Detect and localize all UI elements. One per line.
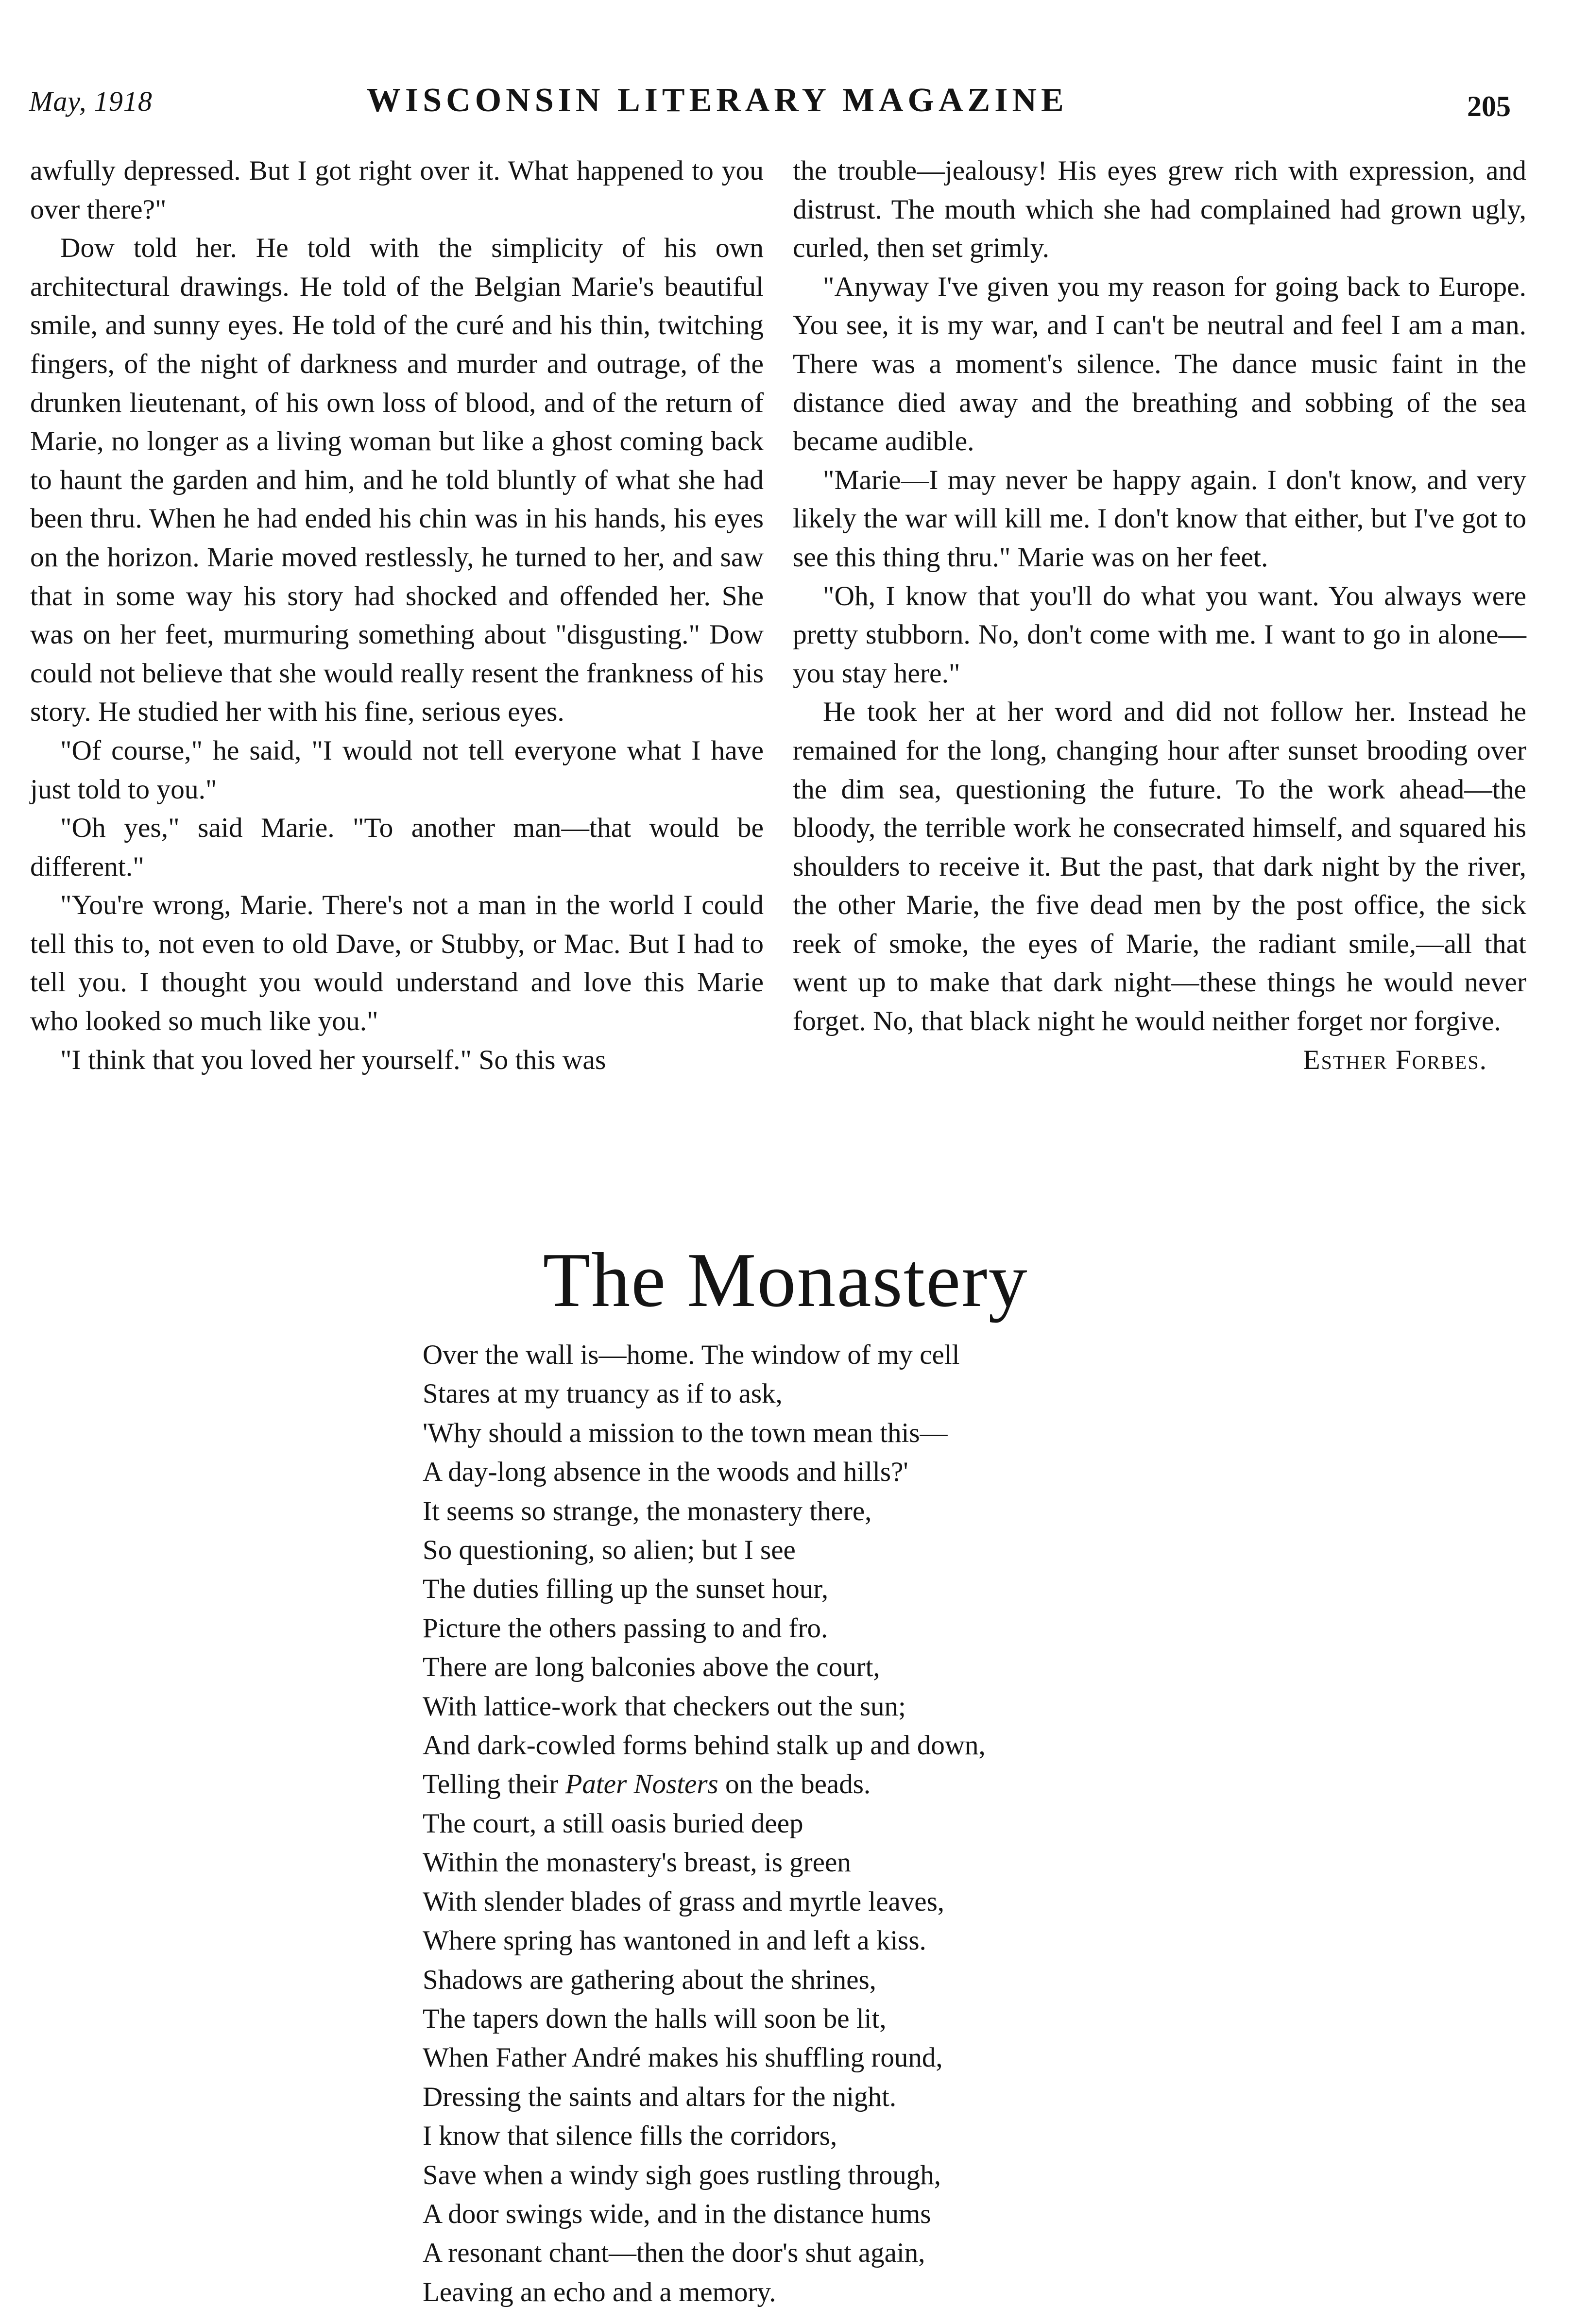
paragraph: "Marie—I may never be happy again. I don't know, and very likely the war will kill me. I don't know that either, but I've got to see this thing thru." Marie was on her feet. xyxy=(793,464,1526,573)
poem-line: So questioning, so alien; but I see xyxy=(423,1535,796,1566)
poem-line: When Father André makes his shuffling round, xyxy=(423,2042,943,2073)
poem-line-italic: Pater Nosters xyxy=(565,1769,718,1800)
poem-line: Shadows are gathering about the shrines, xyxy=(423,1964,876,1995)
paragraph: Dow told her. He told with the simplicity of his own architectural drawings. He told of the Belgian Marie's beautiful smile, and sunny eyes. He told of the curé and his thin, twitching fingers, of the night of darkness and murder and outrage, of the drunken lieutenant, of his own loss of blood, and of the return of Marie, no longer as a living woman but like a ghost coming back to haunt the garden and him, and he told bluntly of what she had been thru. When he had ended his chin was in his hands, his eyes on the horizon. Marie moved restlessly, he turned to her, and saw that in some way his story had shocked and offended her. She was on her feet, murmuring something about "disgusting." Dow could not believe that she would really resent the frankness of his story. He studied her with his fine, serious eyes. xyxy=(30,233,764,728)
paragraph: "Of course," he said, "I would not tell everyone what I have just told to you." xyxy=(30,735,764,805)
poem-line: With lattice-work that checkers out the sun; xyxy=(423,1691,906,1722)
page-number: 205 xyxy=(1467,90,1511,122)
poem-line: Leaving an echo and a memory. xyxy=(423,2276,776,2307)
paragraph: awfully depressed. But I got right over it. What happened to you over there?" xyxy=(30,155,764,225)
poem-line: I know that silence fills the corridors, xyxy=(423,2120,837,2152)
poem-line: The duties filling up the sunset hour, xyxy=(423,1574,829,1605)
paragraph: "Oh, I know that you'll do what you want. You always were pretty stubborn. No, don't come with me. I want to go in alone—you stay here." xyxy=(793,580,1526,689)
paragraph: the trouble—jealousy! His eyes grew rich with expression, and distrust. The mouth which she had complained had grown ugly, curled, then set grimly. xyxy=(793,155,1526,264)
author-byline: Esther Forbes. xyxy=(1303,1044,1487,1075)
poem-line: Picture the others passing to and fro. xyxy=(423,1612,828,1644)
poem-line: 'Why should a mission to the town mean this— xyxy=(423,1417,948,1448)
running-header xyxy=(29,82,1511,134)
issue-date: May, 1918 xyxy=(29,85,153,117)
poem-line: A day-long absence in the woods and hills?' xyxy=(423,1457,908,1488)
poem-line: Within the monastery's breast, is green xyxy=(423,1847,851,1878)
poem-line xyxy=(423,1765,1297,1804)
poem-line: The court, a still oasis buried deep xyxy=(423,1808,803,1839)
poem-line-segment: Telling their xyxy=(423,1769,565,1800)
paragraph: "Anyway I've given you my reason for going back to Europe. You see, it is my war, and I can't be neutral and feel I am a man. There was a moment's silence. The dance music faint in the distance died away and the breathing and sobbing of the sea became audible. xyxy=(793,271,1526,457)
poem-line: With slender blades of grass and myrtle leaves, xyxy=(423,1886,945,1917)
poem-line: Save when a windy sigh goes rustling through, xyxy=(423,2159,941,2190)
poem-line-segment: on the beads. xyxy=(718,1769,871,1800)
story-left-column xyxy=(30,152,764,1079)
poem-line: There are long balconies above the court, xyxy=(423,1652,880,1683)
poem-line: The tapers down the halls will soon be lit, xyxy=(423,2003,887,2034)
paragraph: "You're wrong, Marie. There's not a man in the world I could tell this to, not even to old Dave, or Stubby, or Mac. But I had to tell you. I thought you would understand and love this Marie who looked so much like you." xyxy=(30,890,764,1037)
paragraph: He took her at her word and did not follow her. Instead he remained for the long, changing hour after sunset brooding over the dim sea, questioning the future. To the work ahead—the bloody, the terrible work he consecrated himself, and squared his shoulders to receive it. But the past, that dark night by the river, the other Marie, the five dead men by the post office, the sick reek of smoke, the eyes of Marie, the radiant smile,—all that went up to make that dark night—these things he would never forget. No, that black night he would neither forget nor forgive. xyxy=(793,696,1526,1037)
story-right-column xyxy=(793,152,1526,1079)
paragraph: "Oh yes," said Marie. "To another man—that would be different." xyxy=(30,813,764,882)
poem-line: Stares at my truancy as if to ask, xyxy=(423,1378,783,1409)
poem-line: Dressing the saints and altars for the night. xyxy=(423,2081,897,2112)
poem-line: Where spring has wantoned in and left a kiss. xyxy=(423,1925,926,1956)
poem-line: A resonant chant—then the door's shut again, xyxy=(423,2238,925,2269)
poem-title: The Monastery xyxy=(543,1237,1028,1323)
poem-body xyxy=(423,1336,1297,2312)
poem-line: Over the wall is—home. The window of my cell xyxy=(423,1340,960,1370)
poem-line: It seems so strange, the monastery there, xyxy=(423,1495,872,1527)
poem-line: A door swings wide, and in the distance hums xyxy=(423,2198,931,2229)
poem-line: And dark-cowled forms behind stalk up and down, xyxy=(423,1730,986,1761)
paragraph: "I think that you loved her yourself." So this was xyxy=(60,1044,606,1075)
magazine-title: WISCONSIN LITERARY MAGAZINE xyxy=(367,82,1068,119)
